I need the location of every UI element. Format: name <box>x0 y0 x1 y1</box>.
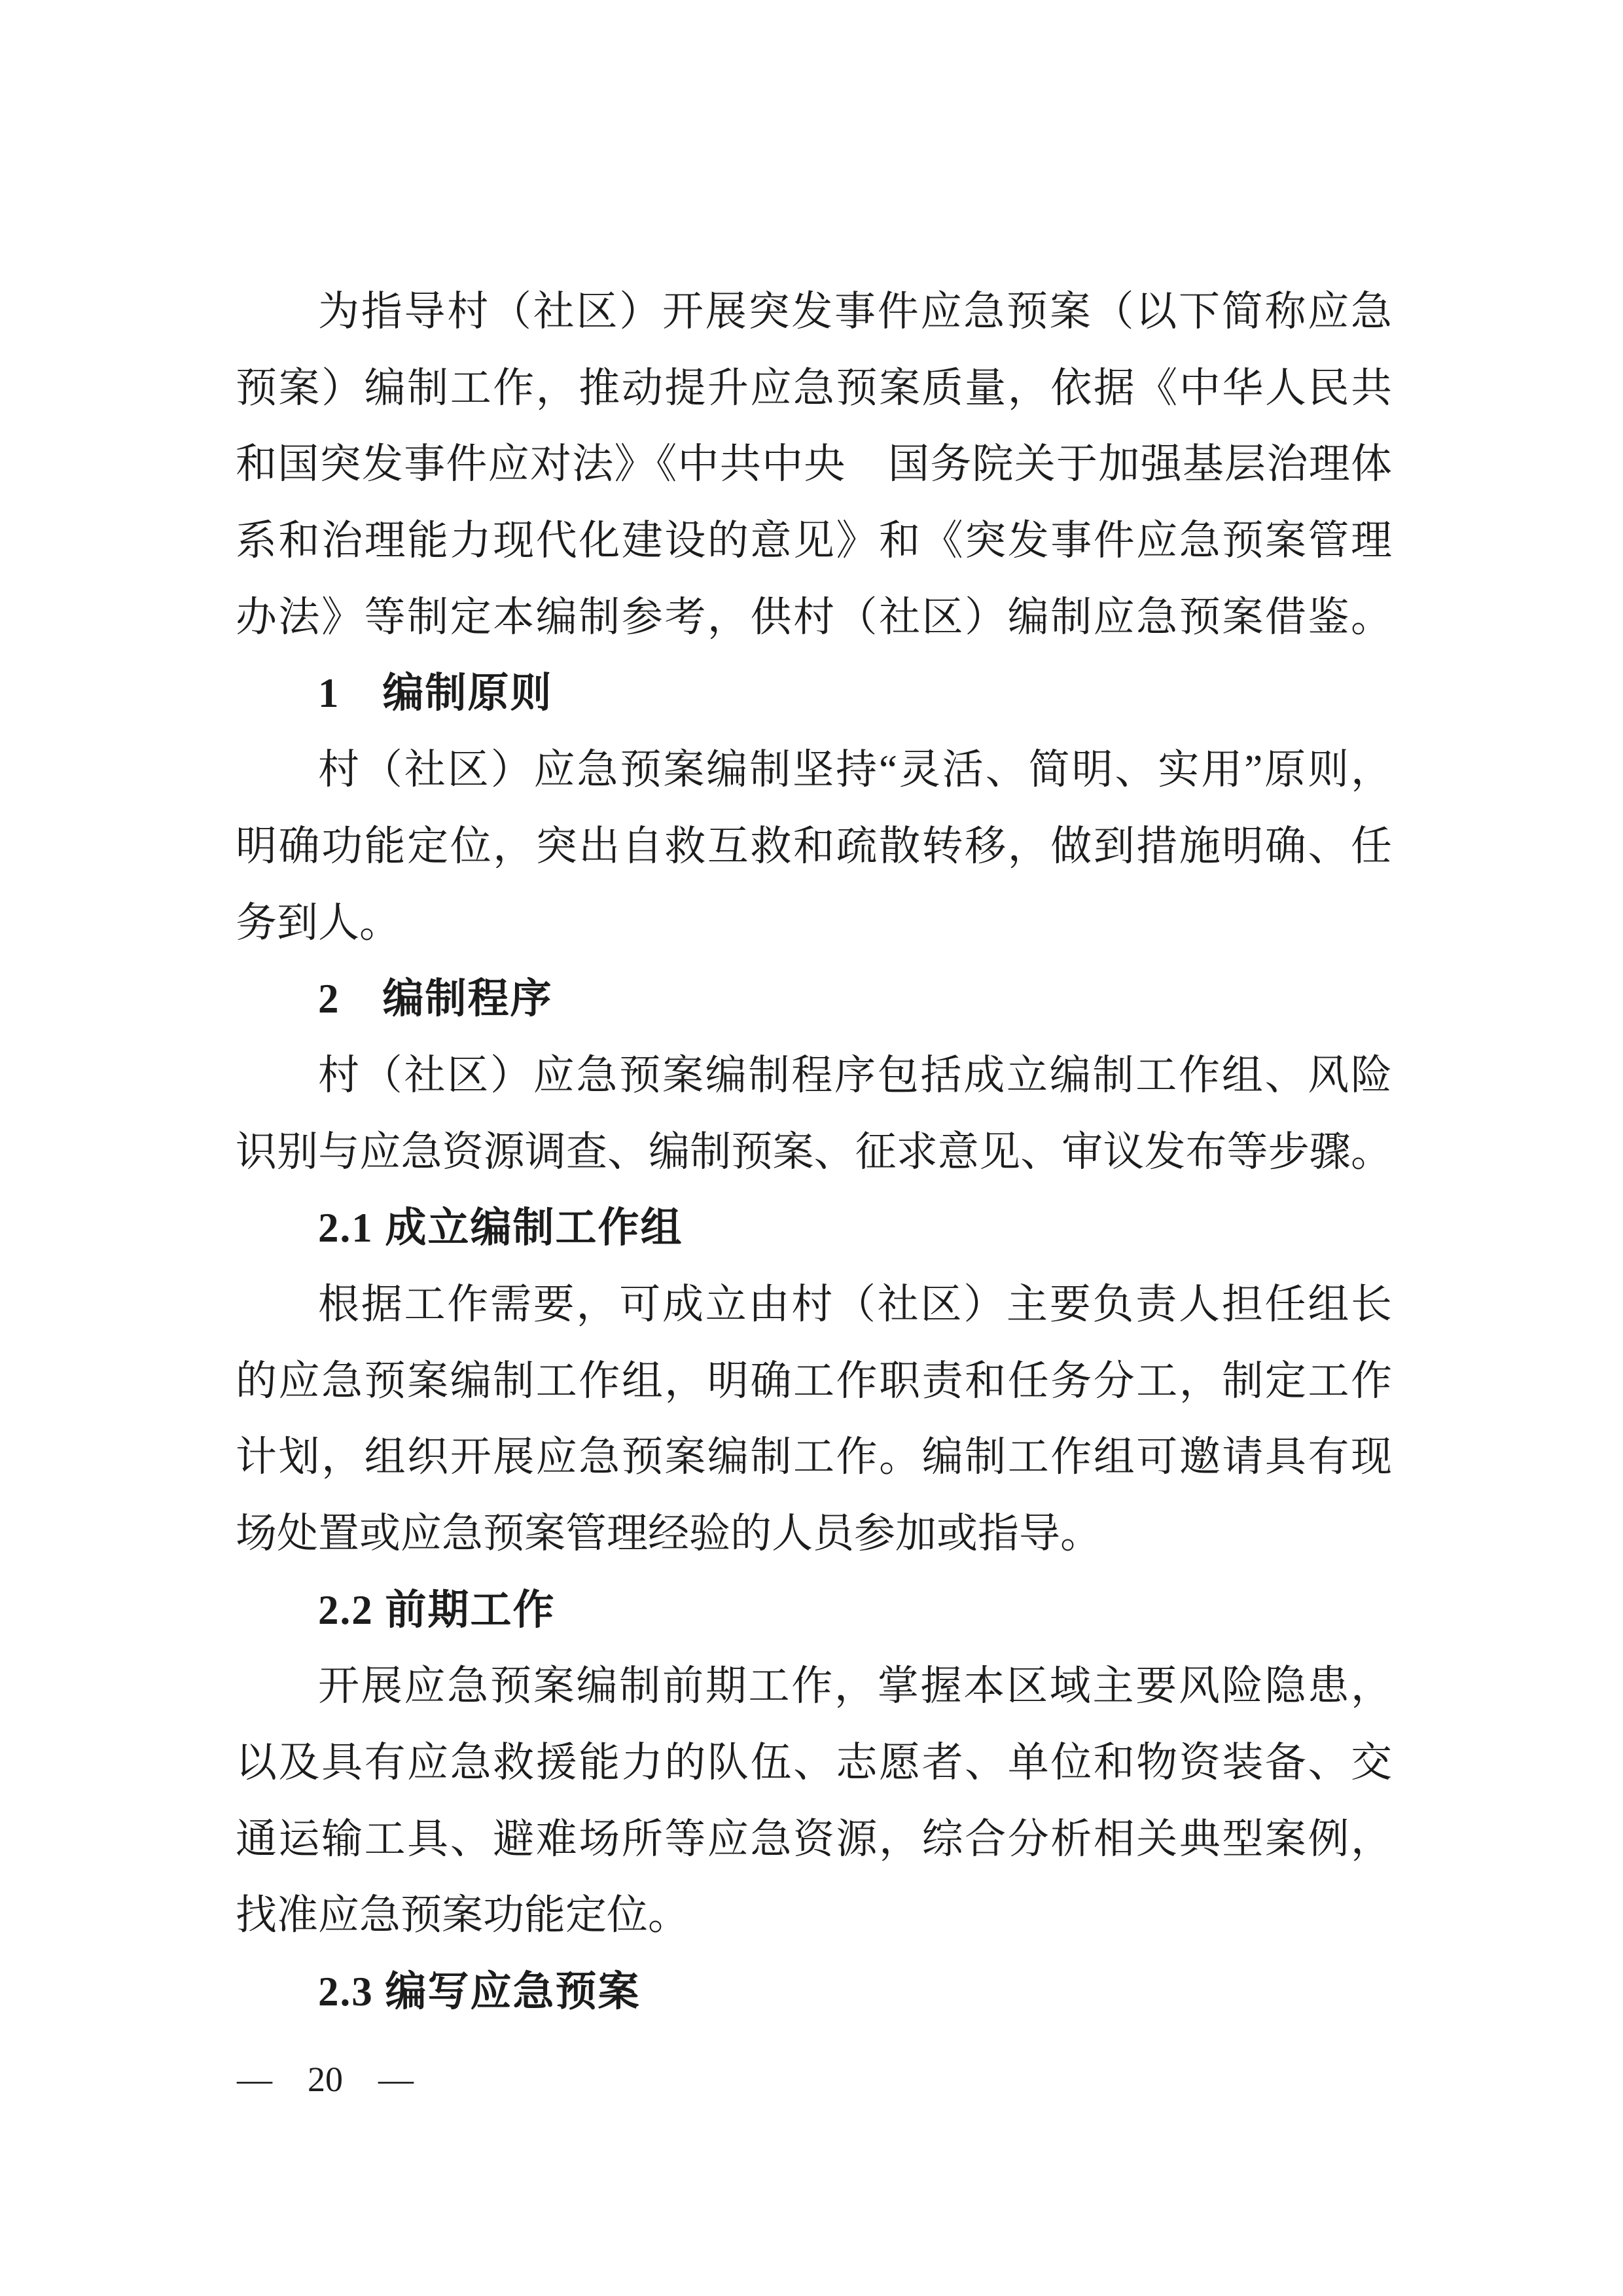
body-text <box>236 287 1392 2043</box>
body-line: 计划，组织开展应急预案编制工作。编制工作组可邀请具有现 <box>236 1434 1392 1480</box>
footer-dash-right: — <box>378 2060 414 2099</box>
body-line: 开展应急预案编制前期工作，掌握本区域主要风险隐患， <box>318 1663 1392 1710</box>
body-line: 通运输工具、避难场所等应急资源，综合分析相关典型案例， <box>236 1816 1392 1862</box>
body-line: 预案）编制工作，推动提升应急预案质量，依据《中华人民共 <box>236 365 1392 411</box>
section-heading: 2.3 编写应急预案 <box>318 1969 641 2015</box>
body-line: 务到人。 <box>236 899 401 946</box>
body-line: 为指导村（社区）开展突发事件应急预案（以下简称应急 <box>318 289 1392 334</box>
section-heading: 1 编制原则 <box>318 670 553 717</box>
body-line: 识别与应急资源调查、编制预案、征求意见、审议发布等步骤。 <box>236 1128 1392 1175</box>
body-line: 系和治理能力现代化建设的意见》和《突发事件应急预案管理 <box>236 518 1392 564</box>
body-line: 明确功能定位，突出自救互救和疏散转移，做到措施明确、任 <box>236 823 1392 869</box>
body-line: 办法》等制定本编制参考，供村（社区）编制应急预案借鉴。 <box>236 594 1392 640</box>
section-heading: 2.1 成立编制工作组 <box>318 1205 683 1251</box>
body-line: 村（社区）应急预案编制坚持“灵活、简明、实用”原则， <box>318 747 1392 793</box>
footer-dash-left: — <box>237 2060 272 2099</box>
body-line: 以及具有应急救援能力的队伍、志愿者、单位和物资装备、交 <box>236 1740 1392 1786</box>
section-heading: 2.2 前期工作 <box>318 1587 556 1633</box>
body-line: 场处置或应急预案管理经验的人员参加或指导。 <box>236 1511 1101 1556</box>
body-line: 村（社区）应急预案编制程序包括成立编制工作组、风险 <box>318 1052 1392 1098</box>
body-line: 的应急预案编制工作组，明确工作职责和任务分工，制定工作 <box>236 1357 1392 1404</box>
page-footer <box>237 2062 414 2097</box>
body-line: 找准应急预案功能定位。 <box>236 1892 689 1939</box>
section-heading: 2 编制程序 <box>318 976 553 1022</box>
body-line: 和国突发事件应对法》《中共中央 国务院关于加强基层治理体 <box>236 441 1392 488</box>
body-line: 根据工作需要，可成立由村（社区）主要负责人担任组长 <box>318 1281 1392 1327</box>
page-number: 20 <box>308 2060 343 2099</box>
